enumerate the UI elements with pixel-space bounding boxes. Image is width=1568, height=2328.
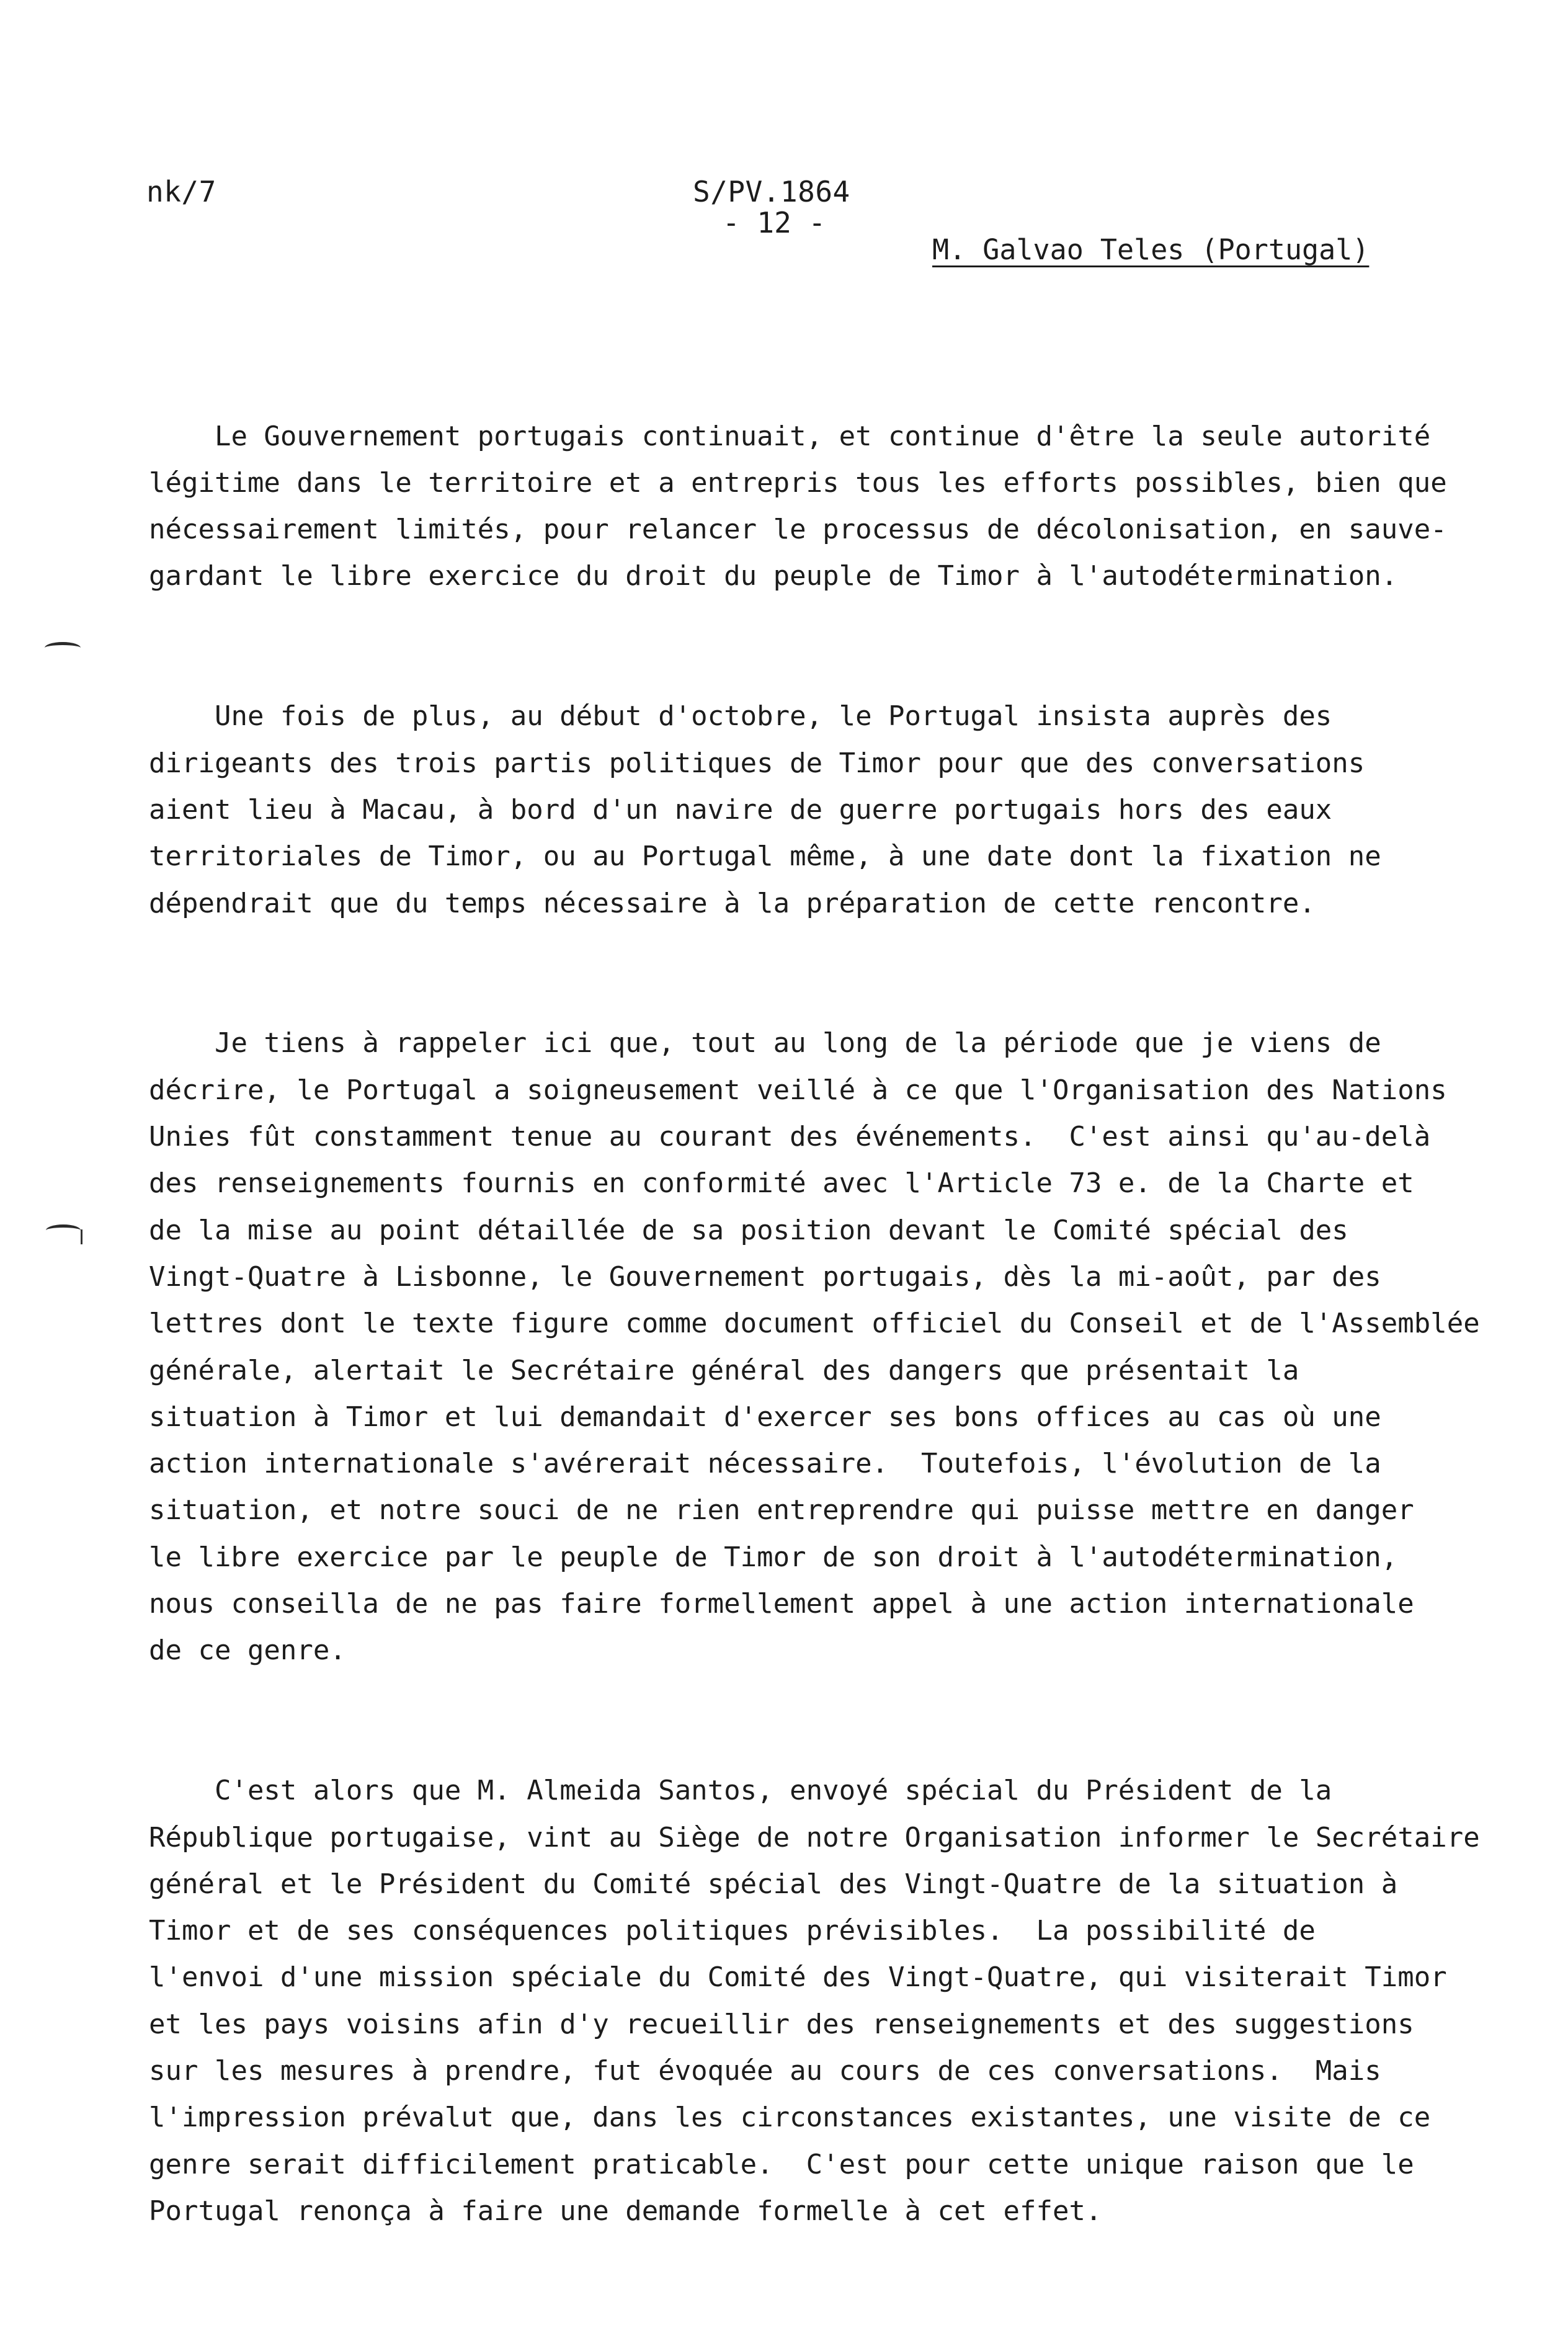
margin-tick-mark	[81, 1229, 82, 1244]
document-symbol: S/PV.1864	[693, 175, 850, 208]
paragraph: Une fois de plus, au début d'octobre, le Portugal insista auprès des dirigeants des trois partis politiques de Timor pour que des conversations aient lieu à Macau, à bord d'un navire de guerre portugais hors des eaux territoriales de Timor, ou au Portugal même, à une date dont la fixation ne dépendrait que du temps nécessaire à la préparation de cette rencontre.	[149, 700, 1381, 919]
body-text	[149, 319, 1480, 2328]
margin-punch-mark	[45, 642, 81, 654]
paragraph: C'est alors que M. Almeida Santos, envoyé spécial du Président de la République portugaise, vint au Siège de notre Organisation informer le Secrétaire général et le Président du Comité spécial des Vingt-Quatre de la situation à Timor et de ses conséquences politiques prévisibles. La possibilité de l'envoi d'une mission spéciale du Comité des Vingt-Quatre, qui visiterait Timor et les pays voisins afin d'y recueillir des renseignements et des suggestions sur les mesures à prendre, fut évoquée au cours de ces conversations. Mais l'impression prévalut que, dans les circonstances existantes, une visite de ce genre serait difficilement praticable. C'est pour cette unique raison que le Portugal renonça à faire une demande formelle à cet effet.	[149, 1775, 1480, 2227]
paragraph: Le Gouvernement portugais continuait, et continue d'être la seule autorité légitime dans le territoire et a entrepris tous les efforts possibles, bien que nécessairement limités, pour relancer le processus de décolonisation, en sauve- gardant le libre exercice du droit du peuple de Timor à l'autodétermination.	[149, 420, 1447, 592]
speaker-heading: M. Galvao Teles (Portugal)	[932, 233, 1370, 266]
paragraph: Je tiens à rappeler ici que, tout au long de la période que je viens de décrire, le Portugal a soigneusement veillé à ce que l'Organisation des Nations Unies fût constamment tenue au courant des événements. C'est ainsi qu'au-delà des renseignements fournis en conformité avec l'Article 73 e. de la Charte et de la mise au point détaillée de sa position devant le Comité spécial des Vingt-Quatre à Lisbonne, le Gouvernement portugais, dès la mi-août, par des lettres dont le texte figure comme document officiel du Conseil et de l'Assemblée générale, alertait le Secrétaire général des dangers que présentait la situation à Timor et lui demandait d'exercer ses bons offices au cas où une action internationale s'avérerait nécessaire. Toutefois, l'évolution de la situation, et notre souci de ne rien entreprendre qui puisse mettre en danger le libre exercice par le peuple de Timor de son droit à l'autodétermination, nous conseilla de ne pas faire formellement appel à une action internationale de ce genre.	[149, 1027, 1480, 1667]
margin-punch-mark	[46, 1224, 81, 1236]
page-number: - 12 -	[723, 206, 826, 239]
typist-reference: nk/7	[146, 175, 216, 208]
